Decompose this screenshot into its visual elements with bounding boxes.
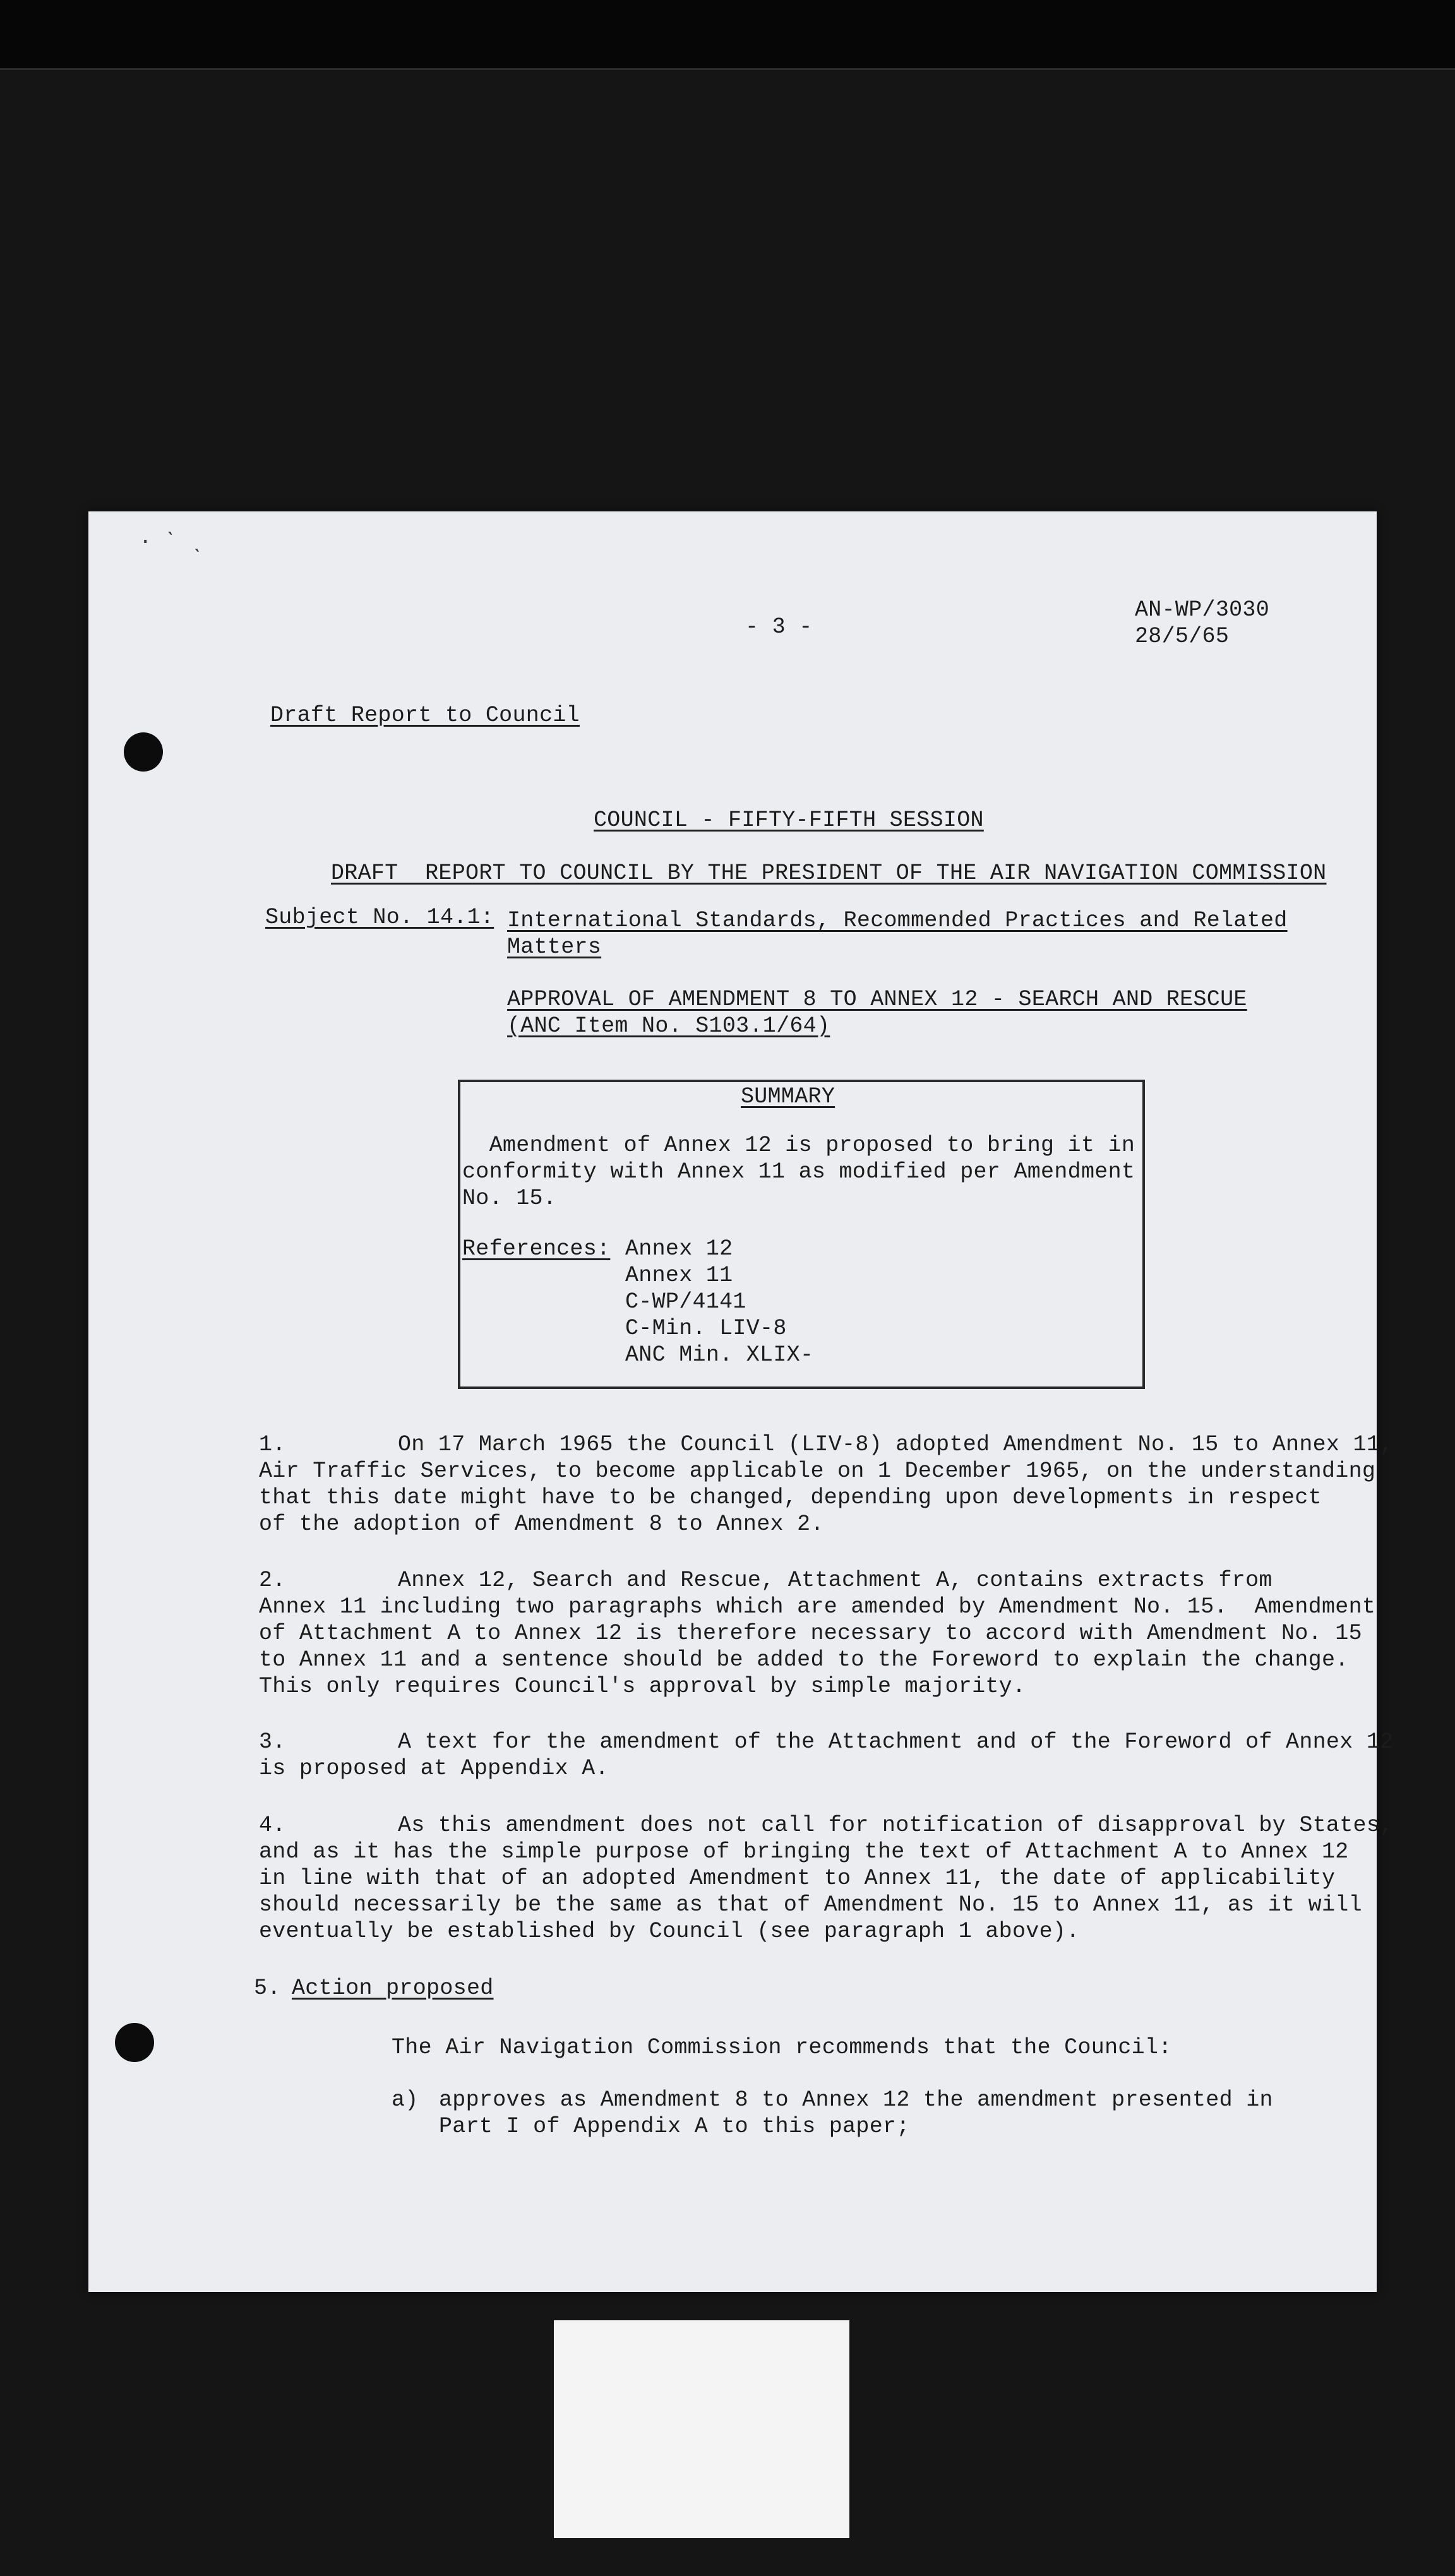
summary-line-1: Amendment of Annex 12 is proposed to bring it in xyxy=(462,1133,1135,1158)
approval-line-1: APPROVAL OF AMENDMENT 8 TO ANNEX 12 - SEARCH AND RESCUE xyxy=(507,987,1247,1012)
paragraph-text: should necessarily be the same as that of Amendment No. 15 to Annex 11, as it will xyxy=(259,1892,1362,1917)
paragraph-text: and as it has the simple purpose of bringing the text of Attachment A to Annex 12 xyxy=(259,1839,1349,1864)
paragraph-text: is proposed at Appendix A. xyxy=(259,1756,609,1781)
paragraph-text: in line with that of an adopted Amendment to Annex 11, the date of applicability xyxy=(259,1866,1336,1891)
action-heading: Action proposed xyxy=(292,1976,494,2001)
paragraph-text: This only requires Council's approval by simple majority. xyxy=(259,1674,1026,1699)
paragraph-number: 2. xyxy=(259,1568,286,1593)
document-page xyxy=(88,511,1394,2292)
document-ref-date: 28/5/65 xyxy=(1135,624,1230,649)
references-label: References: xyxy=(462,1236,611,1261)
summary-heading: SUMMARY xyxy=(741,1084,835,1109)
action-item-label: a) xyxy=(392,2087,419,2113)
action-item-text: approves as Amendment 8 to Annex 12 the amendment presented in xyxy=(439,2087,1273,2113)
reference-item: C-WP/4141 xyxy=(625,1289,746,1315)
paragraph-text: to Annex 11 and a sentence should be added to the Foreword to explain the change. xyxy=(259,1647,1349,1673)
paragraph-text: As this amendment does not call for notification of disapproval by States, xyxy=(398,1813,1394,1838)
action-number: 5. xyxy=(254,1976,281,2001)
film-specks: · ˋ ˎ xyxy=(139,530,204,554)
paragraph-text: of Attachment A to Annex 12 is therefore necessary to accord with Amendment No. 15 xyxy=(259,1621,1362,1646)
paragraph-text: Air Traffic Services, to become applicable on 1 December 1965, on the understanding xyxy=(259,1458,1376,1484)
paragraph-text: Annex 11 including two paragraphs which are amended by Amendment No. 15. Amendment xyxy=(259,1594,1376,1619)
film-strip-top xyxy=(0,0,1455,70)
reference-item: C-Min. LIV-8 xyxy=(625,1316,787,1341)
summary-line-3: No. 15. xyxy=(462,1186,557,1211)
paragraph-number: 1. xyxy=(259,1432,286,1457)
draft-label: Draft Report to Council xyxy=(270,703,580,728)
approval-line-2: (ANC Item No. S103.1/64) xyxy=(507,1013,830,1039)
subject-line-2: Matters xyxy=(507,934,602,960)
paragraph-number: 4. xyxy=(259,1813,286,1838)
reference-item: Annex 11 xyxy=(625,1263,733,1288)
punch-hole-bottom xyxy=(115,2023,154,2062)
subject-label: Subject No. 14.1: xyxy=(265,905,494,930)
paragraph-text: On 17 March 1965 the Council (LIV-8) adopted Amendment No. 15 to Annex 11, xyxy=(398,1432,1394,1457)
action-intro: The Air Navigation Commission recommends that the Council: xyxy=(392,2035,1172,2060)
page-number: - 3 - xyxy=(745,614,813,640)
reference-item: ANC Min. XLIX- xyxy=(625,1342,814,1368)
paragraph-text: of the adoption of Amendment 8 to Annex 2. xyxy=(259,1512,824,1537)
paragraph-text: that this date might have to be changed, depending upon developments in respect xyxy=(259,1485,1322,1510)
blank-film-card xyxy=(554,2320,849,2538)
session-title: COUNCIL - FIFTY-FIFTH SESSION xyxy=(594,808,984,833)
paragraph-text: Annex 12, Search and Rescue, Attachment A, contains extracts from xyxy=(398,1568,1272,1593)
reference-item: Annex 12 xyxy=(625,1236,733,1261)
paragraph-number: 3. xyxy=(259,1729,286,1755)
punch-hole-top xyxy=(124,732,163,772)
report-title: DRAFT REPORT TO COUNCIL BY THE PRESIDENT OF THE AIR NAVIGATION COMMISSION xyxy=(331,861,1327,886)
paragraph-text: A text for the amendment of the Attachment and of the Foreword of Annex 12 xyxy=(398,1729,1394,1755)
paragraph-text: eventually be established by Council (see paragraph 1 above). xyxy=(259,1919,1080,1944)
action-item-text: Part I of Appendix A to this paper; xyxy=(439,2114,910,2139)
document-ref-code: AN-WP/3030 xyxy=(1135,597,1270,623)
subject-line-1: International Standards, Recommended Practices and Related xyxy=(507,908,1288,933)
summary-line-2: conformity with Annex 11 as modified per Amendment xyxy=(462,1159,1135,1184)
